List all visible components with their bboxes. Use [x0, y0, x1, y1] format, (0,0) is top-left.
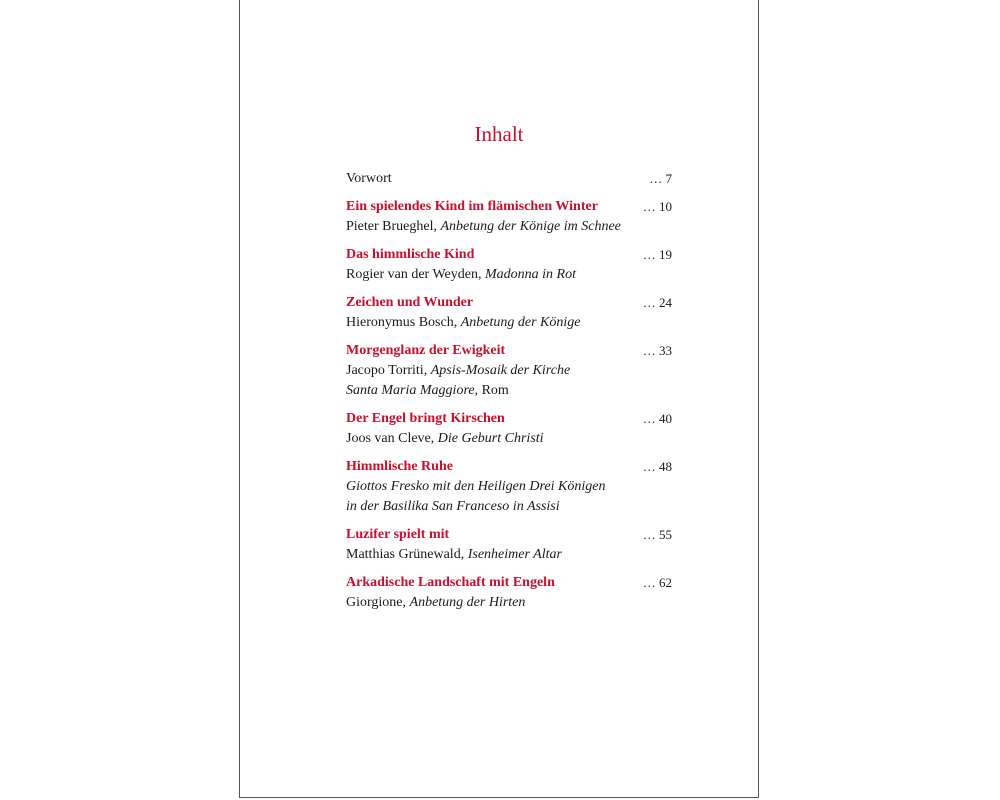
- toc-entry-title: Morgenglanz der Ewigkeit: [346, 343, 506, 358]
- separator-text: ,: [453, 315, 461, 330]
- page-title: Inhalt: [474, 122, 524, 146]
- toc-entry: [346, 245, 676, 285]
- artwork-title: Die Geburt Christi: [437, 431, 544, 446]
- separator-text: ,: [477, 267, 485, 282]
- toc-entry-title: Himmlische Ruhe: [346, 459, 453, 474]
- toc-entry-heading: [346, 573, 676, 593]
- artist-name: Matthias Grünewald: [346, 547, 461, 562]
- toc-entry-title: Das himmlische Kind: [346, 247, 475, 262]
- toc-entry: [346, 525, 676, 565]
- toc-page-number: … 40: [642, 411, 672, 426]
- toc-entry-title: Ein spielendes Kind im flämischen Winter: [346, 199, 598, 214]
- separator-text: ,: [430, 431, 438, 446]
- separator-text: ,: [402, 595, 410, 610]
- separator-text: ,: [423, 363, 431, 378]
- toc-entry-subtitle: [346, 497, 676, 517]
- artwork-title: Anbetung der Könige: [460, 315, 581, 330]
- toc-entry-title: Der Engel bringt Kirschen: [346, 411, 505, 426]
- artwork-title: in der Basilika San Franceso in Assisi: [346, 499, 560, 514]
- toc-entry-subtitle: [346, 313, 676, 333]
- toc-page-number: … 19: [642, 247, 672, 262]
- artwork-title: Madonna in Rot: [484, 267, 576, 282]
- toc-entry-title: Zeichen und Wunder: [346, 295, 474, 310]
- toc-entry-subtitle: [346, 593, 676, 613]
- separator-text: ,: [460, 547, 468, 562]
- toc-entry-title: Arkadische Landschaft mit Engeln: [346, 575, 555, 590]
- table-of-contents: [346, 169, 676, 621]
- artist-name: Jacopo Torriti: [346, 363, 424, 378]
- toc-entry: [346, 409, 676, 449]
- toc-entry-subtitle: [346, 265, 676, 285]
- toc-entry-heading: [346, 245, 676, 265]
- toc-entry: [346, 293, 676, 333]
- artist-name: Hieronymus Bosch: [346, 315, 454, 330]
- toc-entry-subtitle: [346, 217, 676, 237]
- toc-page-number: … 48: [642, 459, 672, 474]
- toc-page-number: … 24: [642, 295, 672, 310]
- toc-entry-subtitle: [346, 545, 676, 565]
- toc-entry-heading: [346, 341, 676, 361]
- toc-entry-heading: [346, 525, 676, 545]
- book-page: [239, 0, 759, 798]
- toc-page-number: … 55: [642, 527, 672, 542]
- artwork-title: Isenheimer Altar: [467, 547, 562, 562]
- toc-page-number: … 33: [642, 343, 672, 358]
- toc-entry-heading: [346, 409, 676, 429]
- artwork-title: Anbetung der Könige im Schnee: [440, 219, 621, 234]
- toc-entry-subtitle: [346, 477, 676, 497]
- toc-entry-subtitle: [346, 381, 676, 401]
- toc-entry: [346, 341, 676, 401]
- toc-entry-heading: [346, 457, 676, 477]
- artwork-title: Santa Maria Maggiore: [346, 383, 475, 398]
- artist-name: Joos van Cleve: [346, 431, 431, 446]
- toc-entry-title: Luzifer spielt mit: [346, 527, 450, 542]
- toc-page-number: … 10: [642, 199, 672, 214]
- toc-entry-heading: [346, 197, 676, 217]
- separator-text: ,: [433, 219, 441, 234]
- separator-text: , Rom: [474, 383, 509, 398]
- toc-entry-heading: [346, 169, 676, 189]
- artwork-title: Apsis-Mosaik der Kirche: [430, 363, 571, 378]
- artwork-title: Giottos Fresko mit den Heiligen Drei Königen: [346, 479, 606, 494]
- artist-name: Pieter Brueghel: [346, 219, 434, 234]
- toc-page-number: … 62: [642, 575, 672, 590]
- toc-entry-subtitle: [346, 429, 676, 449]
- toc-entry: [346, 573, 676, 613]
- toc-entry: [346, 169, 676, 189]
- artist-name: Rogier van der Weyden: [346, 267, 478, 282]
- toc-entry: [346, 457, 676, 517]
- toc-entry-title: Vorwort: [346, 171, 392, 186]
- toc-entry-heading: [346, 293, 676, 313]
- toc-page-number: … 7: [649, 171, 672, 186]
- toc-entry-subtitle: [346, 361, 676, 381]
- toc-entry: [346, 197, 676, 237]
- artwork-title: Anbetung der Hirten: [409, 595, 526, 610]
- artist-name: Giorgione: [346, 595, 403, 610]
